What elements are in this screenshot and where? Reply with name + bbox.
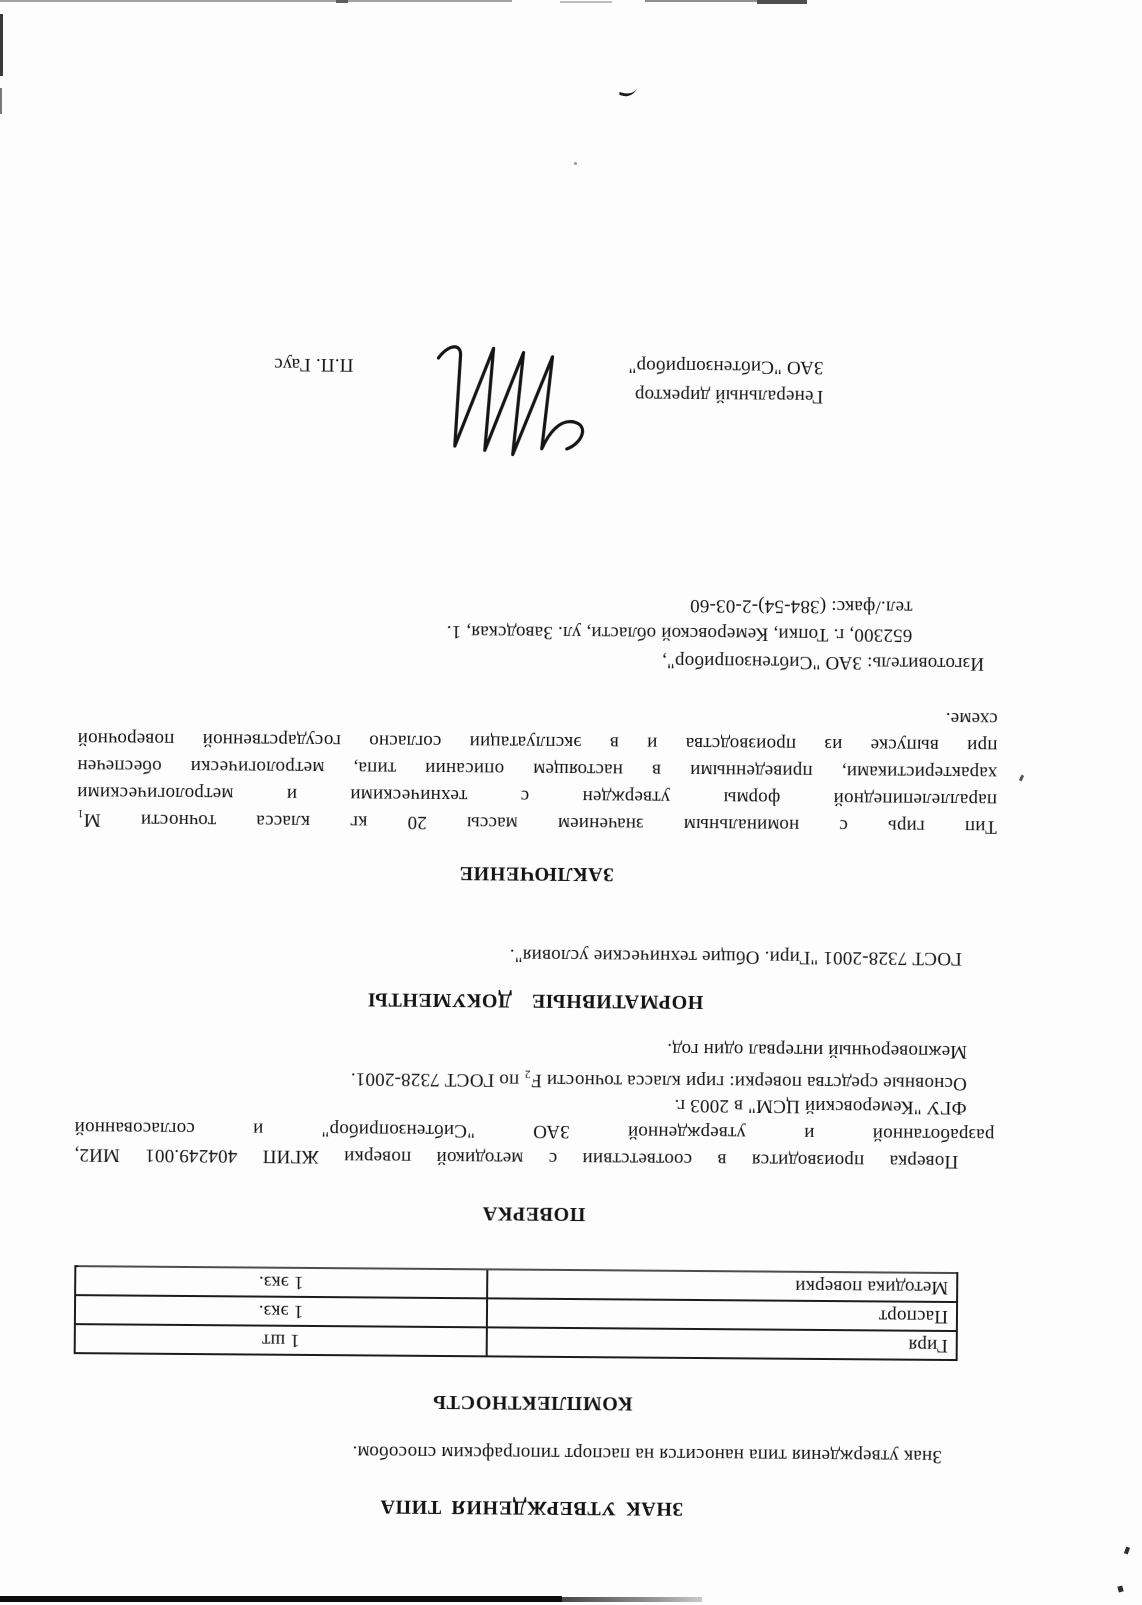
type-approval-text: Знак утверждения типа наносится на паспорт типографским способом. xyxy=(352,1441,942,1467)
conclusion-line: при выпуске из производства и в эксплуатации согласно государственной поверочной xyxy=(77,728,998,757)
signature-title-line1: Генеральный директор xyxy=(634,384,824,407)
conclusion-line: Тип гирь с номинальным значением массы 20 кг класса точности М₁ xyxy=(76,809,997,838)
scan-artifact-bottom-bar xyxy=(0,1596,562,1602)
verification-paragraph xyxy=(74,1087,995,1175)
section-heading-normative-documents: НОРМАТИВНЫЕ ДОКУМЕНТЫ xyxy=(367,988,704,1014)
section-heading-conclusion: ЗАКЛЮЧЕНИЕ xyxy=(459,862,614,886)
signer-name: П.П. Гаус xyxy=(273,353,354,376)
scan-artifact-top-line-dark xyxy=(757,0,807,4)
conclusion-line: параллелепипедной формы утвержден с техническими и метрологическими xyxy=(76,782,998,811)
manufacturer-phone-text: тел./факс: (384-54)-2-03-60 xyxy=(689,594,913,618)
signature-title-line2: ЗАО "Сибтензоприбор" xyxy=(628,355,824,378)
table-cell-item: Гиря xyxy=(487,1327,957,1360)
normative-document-text: ГОСТ 7328-2001 "Гири. Общие технические условия". xyxy=(509,944,962,970)
manufacturer-name-text: Изготовитель: ЗАО "Сибтензоприбор", xyxy=(661,650,985,675)
verification-means-text: Основные средства поверки: гири класса точности F₂ по ГОСТ 7328-2001. xyxy=(350,1068,967,1095)
manufacturer-address-text: 652300, г. Топки, Кемеровской области, ул. Заводская, 1. xyxy=(446,621,913,646)
scan-artifact-bottom-bar-fade xyxy=(562,1597,702,1602)
scan-artifact-top-line xyxy=(560,1,612,3)
conclusion-line: характеристиками, приведенными в настоящем описании типа, метрологически обеспечен xyxy=(77,755,998,784)
verification-interval-text: Межповерочный интервал один год. xyxy=(666,1038,968,1063)
conclusion-line: схеме. xyxy=(945,707,998,730)
conclusion-paragraph xyxy=(77,698,998,840)
scan-artifact-edge-mark xyxy=(0,14,3,76)
completeness-table xyxy=(74,1265,959,1361)
verification-line: Поверка производится в соответствии с методикой поверки ЖГИП 404249.001 МИ2, xyxy=(74,1144,959,1173)
scan-artifact-edge-mark xyxy=(0,88,2,114)
section-heading-completeness: КОМПЛЕКТНОСТЬ xyxy=(432,1390,633,1415)
table-cell-qty: 1 шт xyxy=(75,1324,487,1356)
table-cell-qty: 1 экз. xyxy=(75,1266,487,1298)
scan-artifact-dot xyxy=(574,162,577,165)
scan-artifact-top-line xyxy=(0,0,512,2)
table-cell-item: Методика поверки xyxy=(487,1269,957,1302)
section-heading-verification: ПОВЕРКА xyxy=(482,1202,586,1226)
table-cell-item: Паспорт xyxy=(487,1298,957,1331)
verification-line: ФГУ "Кемеровский ЦСМ" в 2003 г. xyxy=(674,1094,967,1119)
scan-artifact-top-line xyxy=(645,0,757,2)
verification-line: разработанной и утвержденной ЗАО "Сибтензоприбор" и согласованной xyxy=(74,1117,995,1146)
section-heading-type-approval: ЗНАК УТВЕРЖДЕНИЯ ТИПА xyxy=(379,1495,684,1520)
table-cell-qty: 1 экз. xyxy=(75,1295,487,1327)
handwritten-signature xyxy=(392,321,598,478)
scan-artifact-top-line-dark xyxy=(336,0,348,3)
